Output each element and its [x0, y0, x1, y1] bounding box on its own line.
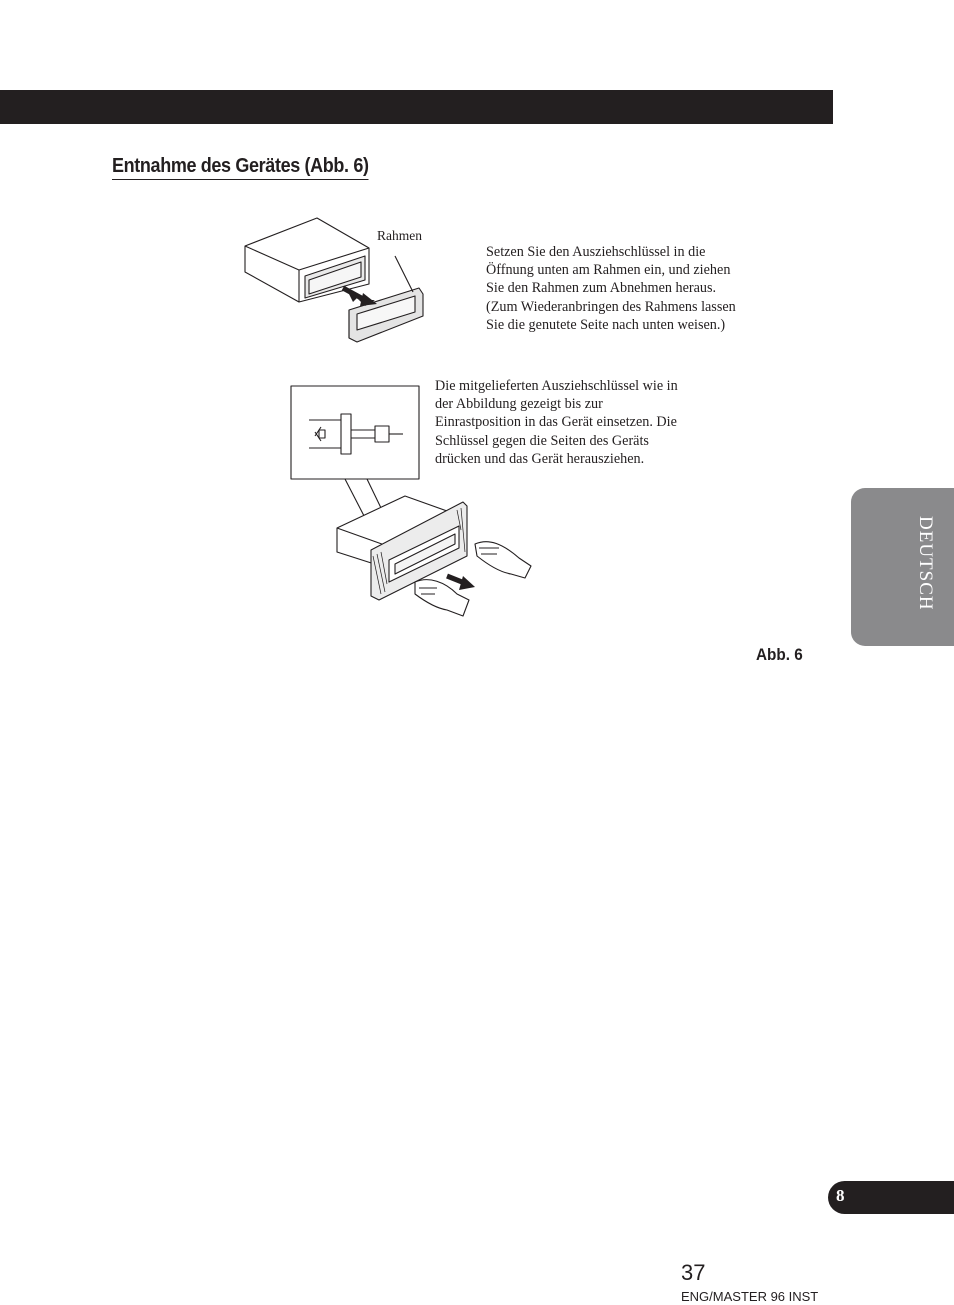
callout-1-line: (Zum Wiederanbringen des Rahmens lassen — [486, 298, 736, 315]
callout-1-line: Öffnung unten am Rahmen ein, und ziehen — [486, 262, 731, 279]
callout-1-line: Sie die genutete Seite nach unten weisen.) — [486, 316, 726, 333]
callout-1-line: Setzen Sie den Ausziehschlüssel in die — [486, 244, 706, 260]
callout-2-line: Einrastposition in das Gerät einsetzen. Die — [435, 414, 677, 431]
callout-2-line: Schlüssel gegen die Seiten des Geräts — [435, 432, 649, 449]
callout-1-line: Sie den Rahmen zum Abnehmen heraus. — [486, 280, 717, 297]
chapter-number: 8 — [836, 1186, 845, 1205]
callout-remove-frame — [486, 243, 736, 334]
language-tab — [851, 488, 954, 646]
header-bar — [0, 90, 833, 124]
figure-caption: Abb. 6 — [756, 645, 803, 664]
frame-label: Rahmen — [377, 228, 422, 243]
callout-insert-keys — [435, 377, 678, 468]
footer-code: ENG/MASTER 96 INST — [681, 1289, 819, 1304]
callout-2-line: der Abbildung gezeigt bis zur — [435, 396, 603, 413]
chapter-marker — [828, 1181, 954, 1214]
callout-2-line: drücken und das Gerät herausziehen. — [435, 450, 645, 467]
language-tab-label: DEUTSCH — [915, 516, 936, 611]
callout-2-line: Die mitgelieferten Ausziehschlüssel wie in — [435, 378, 678, 394]
page-number: 37 — [681, 1260, 706, 1285]
section-title: Entnahme des Gerätes (Abb. 6) — [112, 154, 369, 180]
